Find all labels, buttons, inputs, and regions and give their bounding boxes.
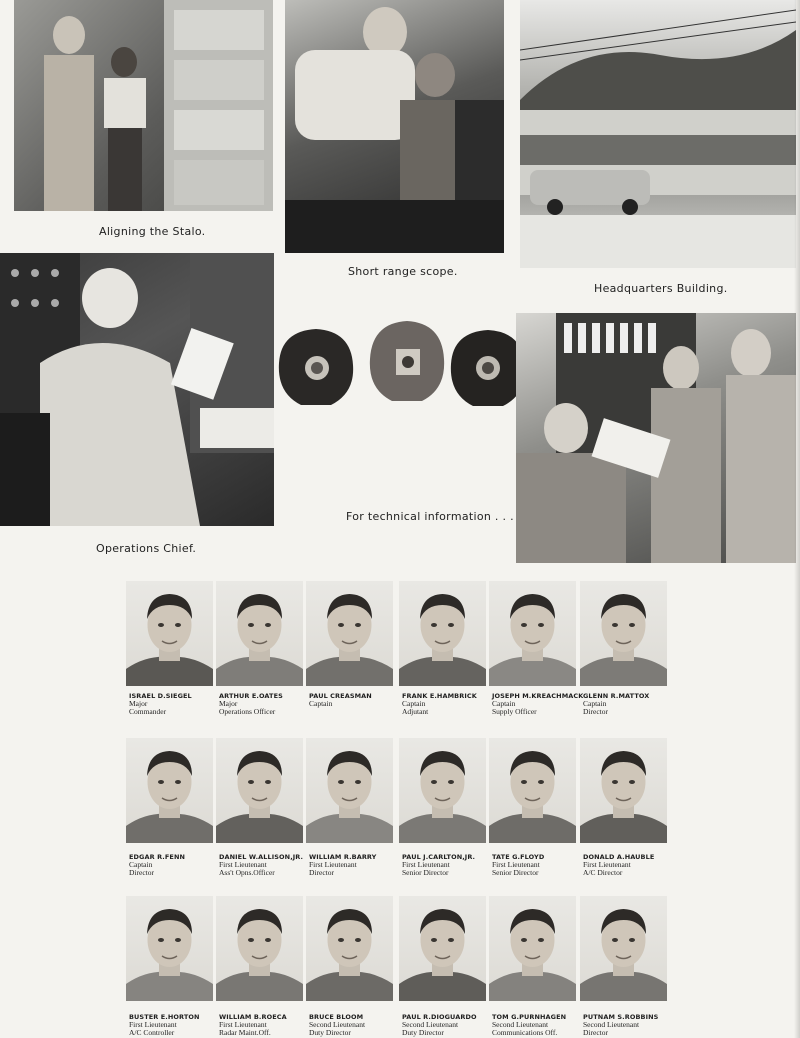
caption-aligning-stalo: Aligning the Stalo. [99,225,206,238]
officer-title: Senior Director [492,868,539,877]
officer-nameplate [402,1013,497,1037]
officer-portrait [126,896,213,1001]
officer-rank: Second Lieutenant [583,1020,640,1029]
officer-rank: Major [219,699,238,708]
officer-nameplate [309,1013,404,1037]
officer-name: PAUL R.DIOGUARDO [402,1013,477,1021]
officer-title: Senior Director [402,868,449,877]
photo-technical-information [516,313,796,563]
cap-light-middle [362,317,452,401]
officer-name: WILLIAM B.ROECA [219,1013,287,1021]
officer-title: Duty Director [402,1028,444,1037]
officer-portrait [580,738,667,843]
officer-name: BRUCE BLOOM [309,1013,364,1021]
officer-nameplate [402,853,497,877]
officer-name: PAUL CREASMAN [309,692,372,700]
officer-name: TATE G.FLOYD [492,853,545,861]
officer-title: Director [129,868,154,877]
officer-title: Duty Director [309,1028,351,1037]
officer-nameplate [583,692,678,716]
officer-portrait [580,896,667,1001]
officer-title: Supply Officer [492,707,537,716]
officer-rank: First Lieutenant [309,860,357,869]
officer-rank: Major [129,699,148,708]
officer-rank: First Lieutenant [129,1020,177,1029]
officer-title: Operations Officer [219,707,276,716]
officer-portrait [306,896,393,1001]
photo-aligning-stalo [14,0,273,211]
officer-portrait [126,738,213,843]
caption-operations-chief: Operations Chief. [96,542,197,555]
officer-nameplate [309,853,404,877]
officer-rank: Captain [583,699,607,708]
officer-name: EDGAR R.FENN [129,853,186,861]
officer-rank: Second Lieutenant [402,1020,459,1029]
page-edge-shadow [794,0,800,1038]
officer-rank: First Lieutenant [219,860,267,869]
officer-title: Commander [129,707,167,716]
officer-nameplate [583,853,678,877]
officer-nameplate [129,853,224,877]
officer-name: JOSEPH M.KREACHMACK [492,692,584,700]
officer-title: A/C Director [583,868,623,877]
officer-portrait [306,738,393,843]
officer-nameplate [402,692,497,716]
officer-nameplate [583,1013,678,1037]
officer-nameplate [219,692,314,716]
officer-name: PAUL J.CARLTON,JR. [402,853,476,861]
officer-portrait [489,896,576,1001]
officer-portrait [216,738,303,843]
photo-headquarters-building [520,0,796,268]
officer-title: A/C Controller [129,1028,175,1037]
officer-title: Ass't Opns.Officer [219,868,275,877]
officer-name: TOM G.PURNHAGEN [492,1013,567,1021]
officer-nameplate [219,853,314,877]
officer-title: Director [583,707,608,716]
officer-portrait [306,581,393,686]
officer-nameplate [219,1013,314,1037]
caption-short-range-scope: Short range scope. [348,265,458,278]
officer-rank: First Lieutenant [492,860,540,869]
officer-title: Radar Maint.Off. [219,1028,271,1037]
officer-nameplate [492,853,587,877]
officer-nameplate [492,692,587,716]
officer-rank: Captain [492,699,516,708]
photo-operations-chief [0,253,274,526]
officer-name: DONALD A.HAUBLE [583,853,655,861]
officer-portrait [399,738,486,843]
photo-short-range-scope [285,0,504,253]
officer-title: Adjutant [402,707,429,716]
officer-name: WILLIAM R.BARRY [309,853,377,861]
officer-title: Director [583,1028,608,1037]
officer-portrait [399,581,486,686]
officer-nameplate [309,692,404,708]
officer-title: Director [309,868,334,877]
officer-name: FRANK E.HAMBRICK [402,692,477,700]
officer-name: PUTNAM S.ROBBINS [583,1013,659,1021]
officer-nameplate [129,1013,224,1037]
officer-name: ARTHUR E.OATES [219,692,283,700]
officer-rank: First Lieutenant [402,860,450,869]
cap-dark-left [271,323,361,407]
officer-rank: Captain [309,699,333,708]
officer-portrait [489,581,576,686]
caption-headquarters-building: Headquarters Building. [594,282,728,295]
officer-portrait [216,896,303,1001]
officer-rank: Second Lieutenant [309,1020,366,1029]
officer-portrait [399,896,486,1001]
officer-rank: Second Lieutenant [492,1020,549,1029]
officer-portrait [126,581,213,686]
officer-rank: Captain [129,860,153,869]
officer-rank: First Lieutenant [219,1020,267,1029]
officer-name: BUSTER E.HORTON [129,1013,200,1021]
officer-title: Communications Off. [492,1028,558,1037]
officer-portrait [580,581,667,686]
officer-portrait [489,738,576,843]
officer-name: DANIEL W.ALLISON,JR. [219,853,304,861]
officer-rank: First Lieutenant [583,860,631,869]
officer-nameplate [129,692,224,716]
officer-rank: Captain [402,699,426,708]
caption-technical-information: For technical information . . . [346,510,514,523]
officer-nameplate [492,1013,587,1037]
officer-portrait [216,581,303,686]
officer-name: ISRAEL D.SIEGEL [129,692,192,700]
officer-name: GLENN R.MATTOX [583,692,650,700]
